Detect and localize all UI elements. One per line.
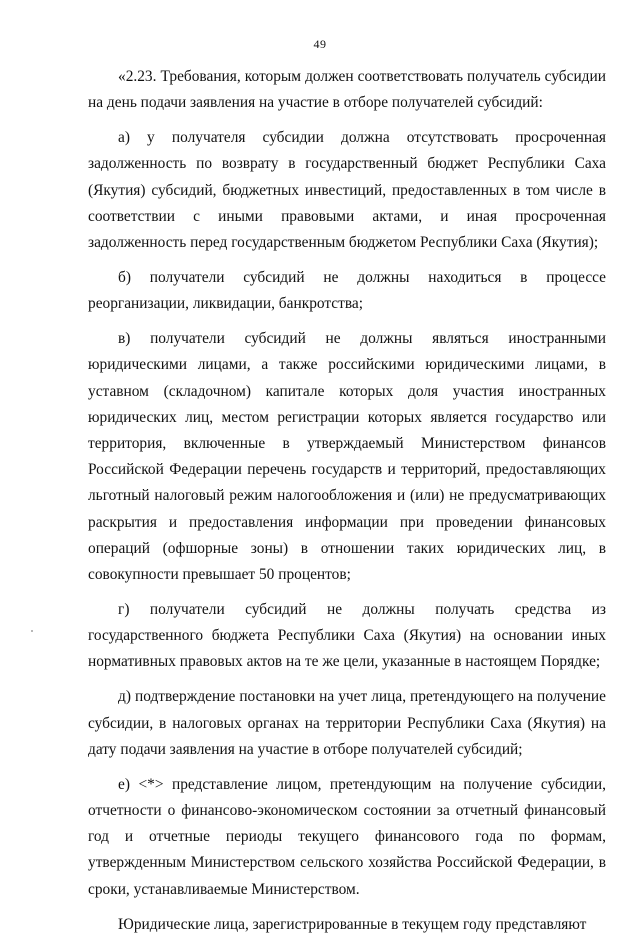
paragraph-item-a: а) у получателя субсидии должна отсутствовать просроченная задолженность по возврату в государственный бюджет Республики Саха (Якутия) субсидий, бюджетных инвестиций, предоставленных в том числе в соответствии с иными правовыми актами, и иная просроченная задолженность перед государственным бюджетом Республики Саха (Якутия); bbox=[88, 129, 606, 252]
document-body bbox=[88, 64, 606, 938]
page-number: 49 bbox=[313, 37, 327, 51]
paragraph-item-b: б) получатели субсидий не должны находиться в процессе реорганизации, ликвидации, банкротства; bbox=[88, 269, 606, 313]
paragraph-item-v: в) получатели субсидий не должны являться иностранными юридическими лицами, а также российскими юридическими лицами, в уставном (складочном) капитале которых доля участия иностранных юридических лиц, местом регистрации которых является государство или территория, включенные в утверждаемый Министерством финансов Российской Федерации перечень государств и территорий, предоставляющих льготный налоговый режим налогообложения и (или) не предусматривающих раскрытия и предоставления информации при проведении финансовых операций (офшорные зоны) в отношении таких юридических лиц, в совокупности превышает 50 процентов; bbox=[88, 330, 606, 584]
paragraph-item-e: е) <*> представление лицом, претендующим на получение субсидии, отчетности о финансово-экономическом состоянии за отчетный финансовый год и отчетные периоды текущего финансового года по формам, утвержденным Министерством сельского хозяйства Российской Федерации, в сроки, устанавливаемые Министерством. bbox=[88, 775, 606, 898]
paragraph-item-g: г) получатели субсидий не должны получать средства из государственного бюджета Республики Саха (Якутия) на основании иных нормативных правовых актов на те же цели, указанные в настоящем Порядке; bbox=[88, 601, 606, 671]
paragraph-item-d: д) подтверждение постановки на учет лица, претендующего на получение субсидии, в налоговых органах на территории Республики Саха (Якутия) на дату подачи заявления на участие в отборе получателей субсидий; bbox=[88, 688, 606, 758]
paragraph-legal-entities: Юридические лица, зарегистрированные в текущем году представляют bbox=[118, 915, 587, 933]
paragraph-2-23-intro: «2.23. Требования, которым должен соответствовать получатель субсидии на день подачи заявления на участие в отборе получателей субсидий: bbox=[88, 68, 606, 112]
scan-artifact-dot bbox=[31, 630, 33, 632]
